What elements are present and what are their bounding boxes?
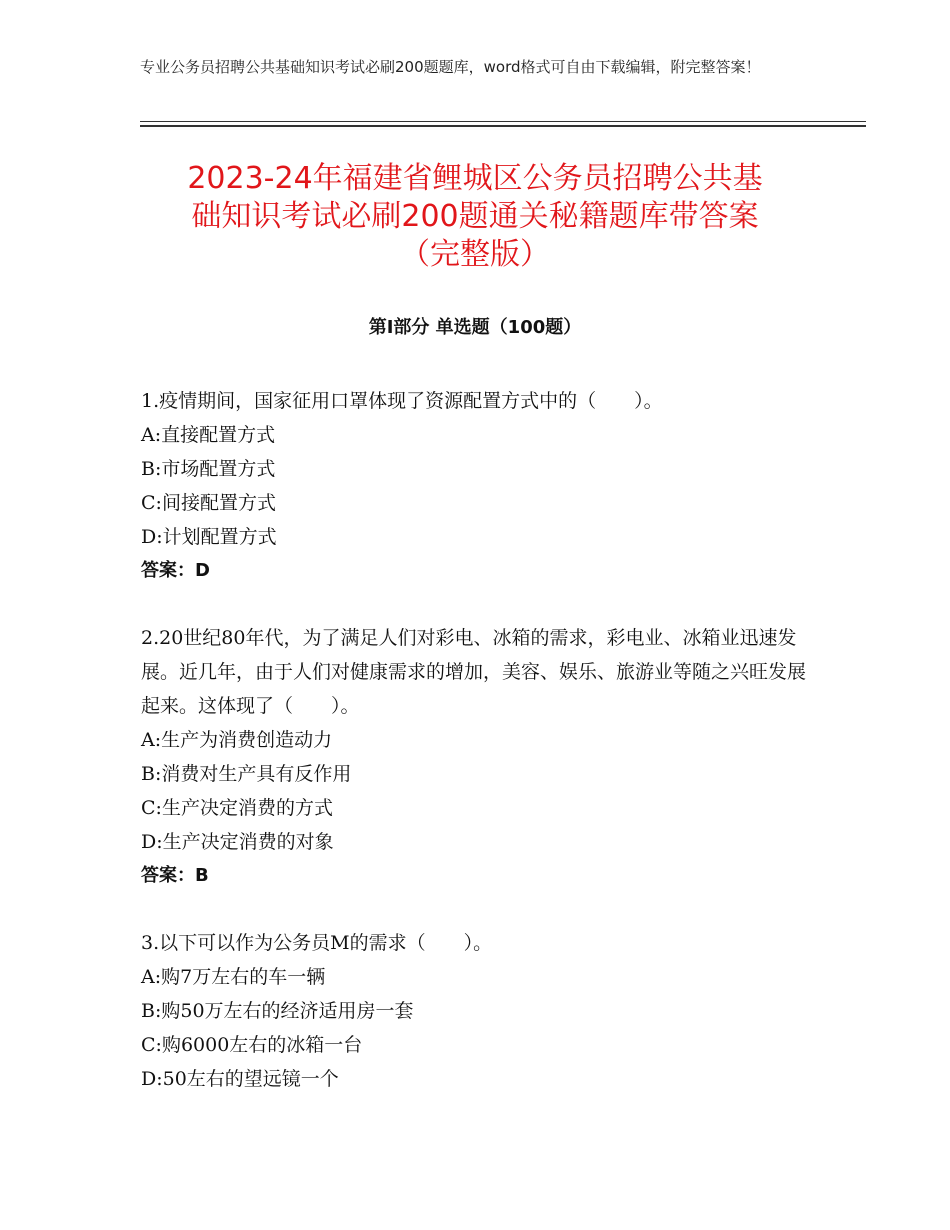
question-2 — [141, 621, 821, 893]
header-divider-thick — [140, 125, 866, 127]
document-title — [130, 160, 820, 274]
option-b: B:消费对生产具有反作用 — [141, 763, 352, 785]
option-c: C:间接配置方式 — [141, 492, 276, 514]
option-a: A:购7万左右的车一辆 — [141, 966, 326, 988]
section-heading: 第Ⅰ部分 单选题（100题） — [368, 317, 582, 338]
option-a: A:生产为消费创造动力 — [141, 729, 333, 751]
question-1 — [141, 384, 821, 588]
option-b: B:市场配置方式 — [141, 458, 276, 480]
option-c: C:生产决定消费的方式 — [141, 797, 333, 819]
question-stem: 2.20世纪80年代，为了满足人们对彩电、冰箱的需求，彩电业、冰箱业迅速发展。近几年，由于人们对健康需求的增加，美容、娱乐、旅游业等随之兴旺发展起来。这体现了（ ）。 — [141, 627, 807, 717]
option-d: D:生产决定消费的对象 — [141, 831, 334, 853]
answer-label: 答案：D — [141, 560, 210, 581]
option-d: D:50左右的望远镜一个 — [141, 1068, 339, 1090]
question-stem: 3.以下可以作为公务员M的需求（ ）。 — [141, 932, 493, 954]
header-note: 专业公务员招聘公共基础知识考试必刷200题题库，word格式可自由下载编辑，附完整答案！ — [140, 58, 761, 76]
header-divider — [140, 121, 866, 122]
title-line-2: 础知识考试必刷200题通关秘籍题库带答案 — [191, 199, 759, 234]
question-3 — [141, 926, 821, 1096]
option-c: C:购6000左右的冰箱一台 — [141, 1034, 363, 1056]
option-a: A:直接配置方式 — [141, 424, 276, 446]
title-line-1: 2023-24年福建省鲤城区公务员招聘公共基 — [187, 161, 763, 196]
title-line-3: （完整版） — [400, 237, 550, 272]
option-b: B:购50万左右的经济适用房一套 — [141, 1000, 414, 1022]
option-d: D:计划配置方式 — [141, 526, 277, 548]
question-stem: 1.疫情期间，国家征用口罩体现了资源配置方式中的（ ）。 — [141, 390, 663, 412]
answer-label: 答案：B — [141, 865, 209, 886]
question-list — [141, 384, 821, 1129]
